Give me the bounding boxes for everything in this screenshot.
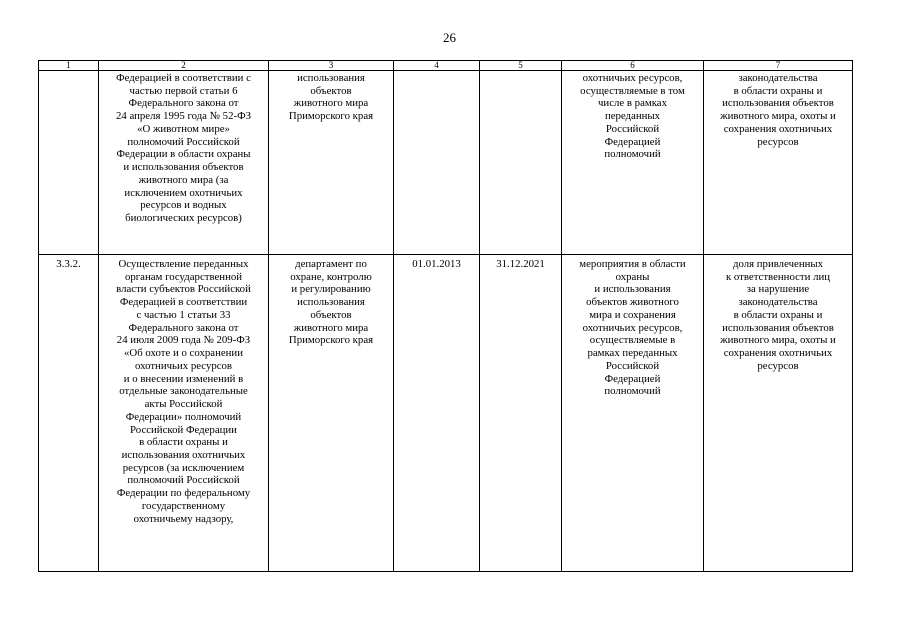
table-row <box>39 255 853 572</box>
start-date-cell <box>394 71 480 255</box>
executor-cell: департамент по охране, контролю и регулированию использования объектов животного мира Приморского края <box>269 255 394 572</box>
measures-cell: мероприятия в области охраны и использования объектов животного мира и сохранения охотничьих ресурсов, осуществляемые в рамках переданных Российской Федерацией полномочий <box>562 255 704 572</box>
start-date-cell: 01.01.2013 <box>394 255 480 572</box>
row-number-cell: 3.3.2. <box>39 255 99 572</box>
header-cell-3: 3 <box>269 61 394 71</box>
header-cell-4: 4 <box>394 61 480 71</box>
indicator-cell: законодательства в области охраны и использования объектов животного мира, охоты и сохранения охотничьих ресурсов <box>704 71 853 255</box>
measures-cell: охотничьих ресурсов, осуществляемые в том числе в рамках переданных Российской Федерацией полномочий <box>562 71 704 255</box>
header-cell-6: 6 <box>562 61 704 71</box>
indicator-cell: доля привлеченных к ответственности лиц за нарушение законодательства в области охраны и использования объектов животного мира, охоты и сохранения охотничьих ресурсов <box>704 255 853 572</box>
table-row <box>39 71 853 255</box>
header-cell-5: 5 <box>480 61 562 71</box>
end-date-cell: 31.12.2021 <box>480 255 562 572</box>
description-cell: Федерацией в соответствии с частью первой статьи 6 Федерального закона от 24 апреля 1995 года № 52-ФЗ «О животном мире» полномочий Российской Федерации в области охраны и использования объектов животного мира (за исключением охотничьих ресурсов и водных биологических ресурсов) <box>99 71 269 255</box>
end-date-cell <box>480 71 562 255</box>
table-header-row <box>39 61 853 71</box>
row-number-cell <box>39 71 99 255</box>
description-cell: Осуществление переданных органам государственной власти субъектов Российской Федерацией в соответствии с частью 1 статьи 33 Федерального закона от 24 июля 2009 года № 209-ФЗ «Об охоте и о сохранении охотничьих ресурсов и о внесении изменений в отдельные законодательные акты Российской Федерации» полномочий Российской Федерации в области охраны и использования охотничьих ресурсов (за исключением полномочий Российской Федерации по федеральному государственному охотничьему надзору, <box>99 255 269 572</box>
header-cell-1: 1 <box>39 61 99 71</box>
page-number: 26 <box>443 30 456 45</box>
header-cell-7: 7 <box>704 61 853 71</box>
header-cell-2: 2 <box>99 61 269 71</box>
executor-cell: использования объектов животного мира Приморского края <box>269 71 394 255</box>
program-table <box>38 60 853 572</box>
